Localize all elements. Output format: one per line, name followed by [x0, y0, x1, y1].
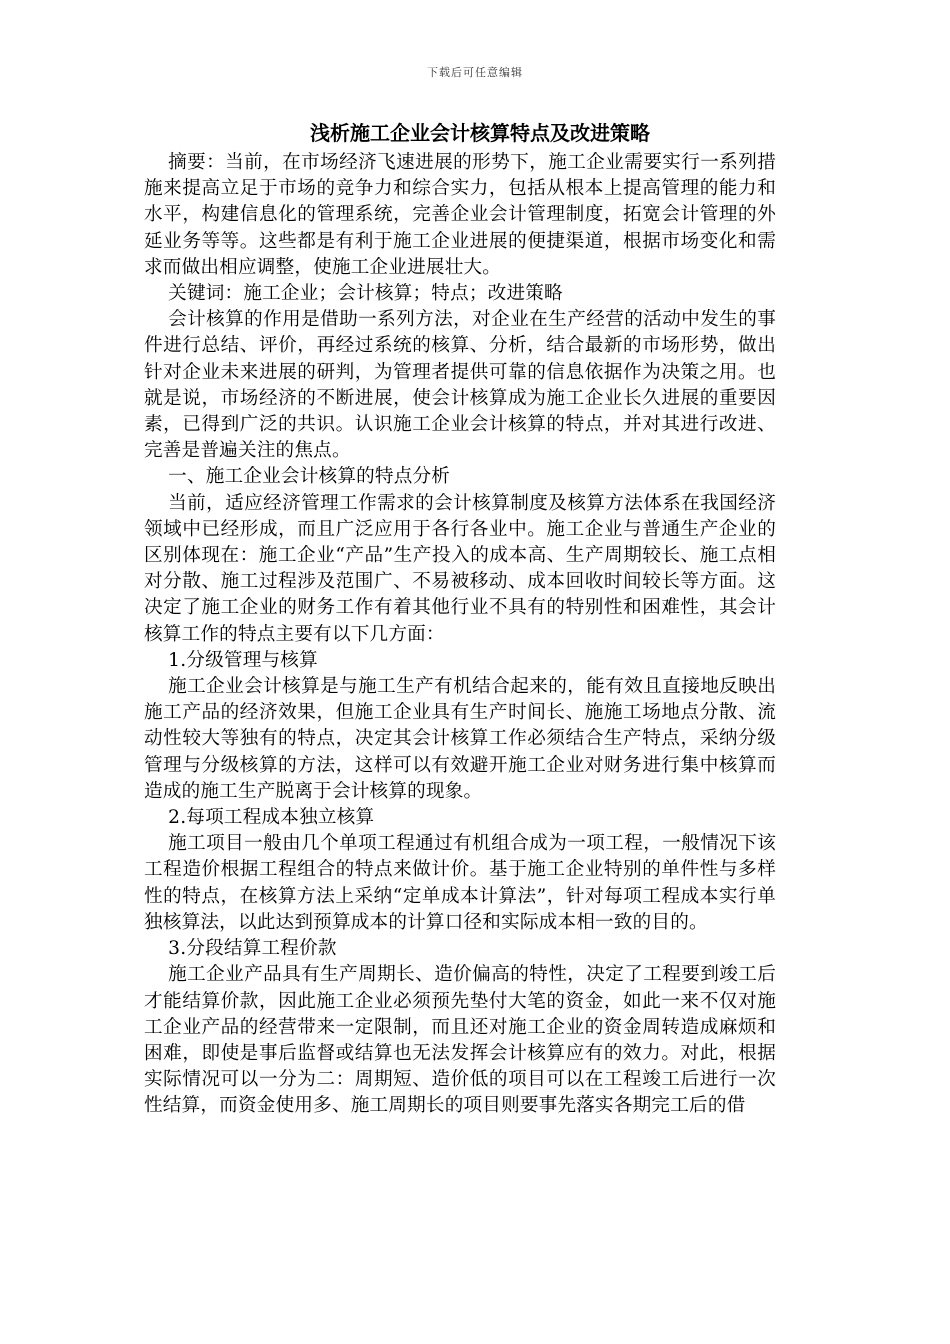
subheading-2: 2.每项工程成本独立核算 — [168, 807, 375, 829]
intro-paragraph: 会计核算的作用是借助一系列方法，对企业在生产经营的活动中发生的事件进行总结、评价，再经过系统的核算、分析，结合最新的市场形势，做出针对企业未来进展的研判，为管理者提供可靠的信息依据作为决策之用。也就是说，市场经济的不断进展，使会计核算成为施工企业长久进展的重要因素，已得到广泛的共识。认识施工企业会计核算的特点，并对其进行改进、完善是普遍关注的焦点。 — [144, 309, 776, 462]
subsection-2-paragraph: 施工项目一般由几个单项工程通过有机组合成为一项工程，一般情况下该工程造价根据工程组合的特点来做计价。基于施工企业特别的单件性与多样性的特点，在核算方法上采纳“定单成本计算法”，针对每项工程成本实行单独核算法，以此达到预算成本的计算口径和实际成本相一致的目的。 — [144, 833, 776, 933]
subheading-3: 3.分段结算工程价款 — [168, 938, 337, 960]
section-1-paragraph: 当前，适应经济管理工作需求的会计核算制度及核算方法体系在我国经济领域中已经形成，而且广泛应用于各行各业中。施工企业与普通生产企业的区别体现在：施工企业“产品”生产投入的成本高、生产周期较长、施工点相对分散、施工过程涉及范围广、不易被移动、成本回收时间较长等方面。这决定了施工企业的财务工作有着其他行业不具有的特别性和困难性，其会计核算工作的特点主要有以下几方面： — [144, 492, 776, 645]
subsection-3-paragraph: 施工企业产品具有生产周期长、造价偏高的特性，决定了工程要到竣工后才能结算价款，因此施工企业必须预先垫付大笔的资金，如此一来不仅对施工企业产品的经营带来一定限制，而且还对施工企业的资金周转造成麻烦和困难，即使是事后监督或结算也无法发挥会计核算应有的效力。对此，根据实际情况可以一分为二：周期短、造价低的项目可以在工程竣工后进行一次性结算，而资金使用多、施工周期长的项目则要事先落实各期完工后的借 — [144, 964, 776, 1117]
subheading-1: 1.分级管理与核算 — [168, 649, 318, 671]
page-header-note: 下载后可任意编辑 — [427, 66, 523, 79]
subsection-1-paragraph: 施工企业会计核算是与施工生产有机结合起来的，能有效且直接地反映出施工产品的经济效果，但施工企业具有生产时间长、施施工场地点分散、流动性较大等独有的特点，决定其会计核算工作必须结合生产特点，采纳分级管理与分级核算的方法，这样可以有效避开施工企业对财务进行集中核算而造成的施工生产脱离于会计核算的现象。 — [144, 676, 776, 802]
document-title: 浅析施工企业会计核算特点及改进策略 — [310, 121, 650, 145]
abstract-paragraph: 摘要：当前，在市场经济飞速进展的形势下，施工企业需要实行一系列措施来提高立足于市场的竞争力和综合实力，包括从根本上提高管理的能力和水平，构建信息化的管理系统，完善企业会计管理制度，拓宽会计管理的外延业务等等。这些都是有利于施工企业进展的便捷渠道，根据市场变化和需求而做出相应调整，使施工企业进展壮大。 — [144, 152, 776, 278]
document-body — [144, 118, 776, 1120]
section-heading-1: 一、施工企业会计核算的特点分析 — [168, 466, 451, 488]
keywords-paragraph: 关键词：施工企业；会计核算；特点；改进策略 — [168, 283, 563, 305]
